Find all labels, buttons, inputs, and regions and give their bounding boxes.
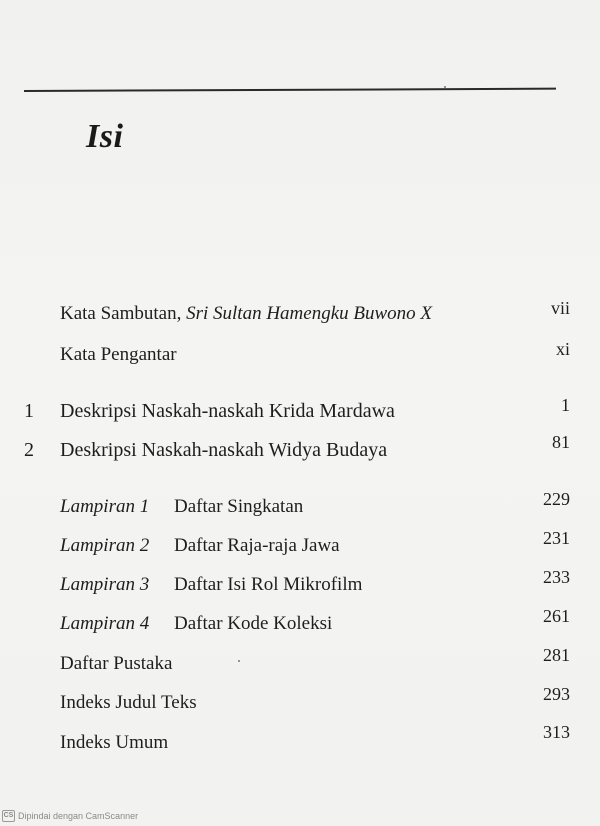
toc-entry-number: 2 <box>24 439 34 461</box>
toc-entry-kata-pengantar <box>0 341 600 369</box>
toc-entry-page: 261 <box>543 606 570 626</box>
toc-entry-lampiran-3 <box>0 567 600 599</box>
toc-entry-label: Lampiran 3 Daftar Isi Rol Mikrofilm <box>60 571 362 599</box>
header-rule <box>24 88 556 92</box>
toc-entry-label: Daftar Pustaka <box>60 653 173 674</box>
toc-entry-page: 281 <box>543 645 570 665</box>
camscanner-icon: CS <box>2 810 15 822</box>
scanner-watermark <box>2 810 138 822</box>
toc-entry-lampiran-1 <box>0 489 600 521</box>
toc-entry-label: Deskripsi Naskah-naskah Krida Mardawa <box>60 400 395 422</box>
toc-entry-prefix: Lampiran 1 <box>60 496 150 517</box>
toc-entry-page: 231 <box>543 528 570 548</box>
toc-entry-page: 229 <box>543 489 570 509</box>
toc-entry-lampiran-2 <box>0 528 600 560</box>
toc-entry-daftar-pustaka <box>0 645 600 678</box>
toc-entry-lampiran-4 <box>0 606 600 638</box>
toc-entry-label: Kata Pengantar <box>60 344 177 365</box>
toc-entry-indeks-umum <box>0 722 600 757</box>
toc-entry-page: xi <box>555 339 570 359</box>
toc-entry-label: Indeks Judul Teks <box>60 692 197 713</box>
scanner-watermark-text: Dipindai dengan CamScanner <box>18 811 139 821</box>
toc-entry-label: Indeks Umum <box>60 732 169 753</box>
toc-entry-prefix: Lampiran 4 <box>60 613 150 634</box>
toc-entry-author: Sri Sultan Hamengku Buwono X <box>186 303 433 324</box>
toc-entry-chapter-2 <box>0 432 600 464</box>
toc-entry-indeks-judul-teks <box>0 684 600 717</box>
toc-entry-label: Deskripsi Naskah-naskah Widya Budaya <box>60 439 388 461</box>
toc-entry-page: 1 <box>561 395 570 415</box>
toc-entry-page: 81 <box>552 432 570 452</box>
toc-entry-label: Lampiran 2 Daftar Raja-raja Jawa <box>60 532 340 560</box>
toc-entry-page: 293 <box>543 684 570 704</box>
toc-entry-page: 233 <box>543 567 570 587</box>
page-title: Isi <box>86 118 124 155</box>
toc-entry-chapter-1 <box>0 397 600 425</box>
toc-entry-kata-sambutan <box>0 300 600 328</box>
toc-entry-label: Lampiran 4 Daftar Kode Koleksi <box>60 610 332 638</box>
toc-entry-label: Kata Sambutan, Sri Sultan Hamengku Buwono X <box>60 303 433 324</box>
toc-entry-page: vii <box>550 298 570 318</box>
toc-entry-page: 313 <box>543 722 570 742</box>
toc-entry-prefix: Lampiran 2 <box>60 535 150 556</box>
toc-entry-label: Lampiran 1 Daftar Singkatan <box>60 493 303 521</box>
toc-entry-number: 1 <box>24 400 34 422</box>
toc-entry-prefix: Lampiran 3 <box>60 574 150 595</box>
